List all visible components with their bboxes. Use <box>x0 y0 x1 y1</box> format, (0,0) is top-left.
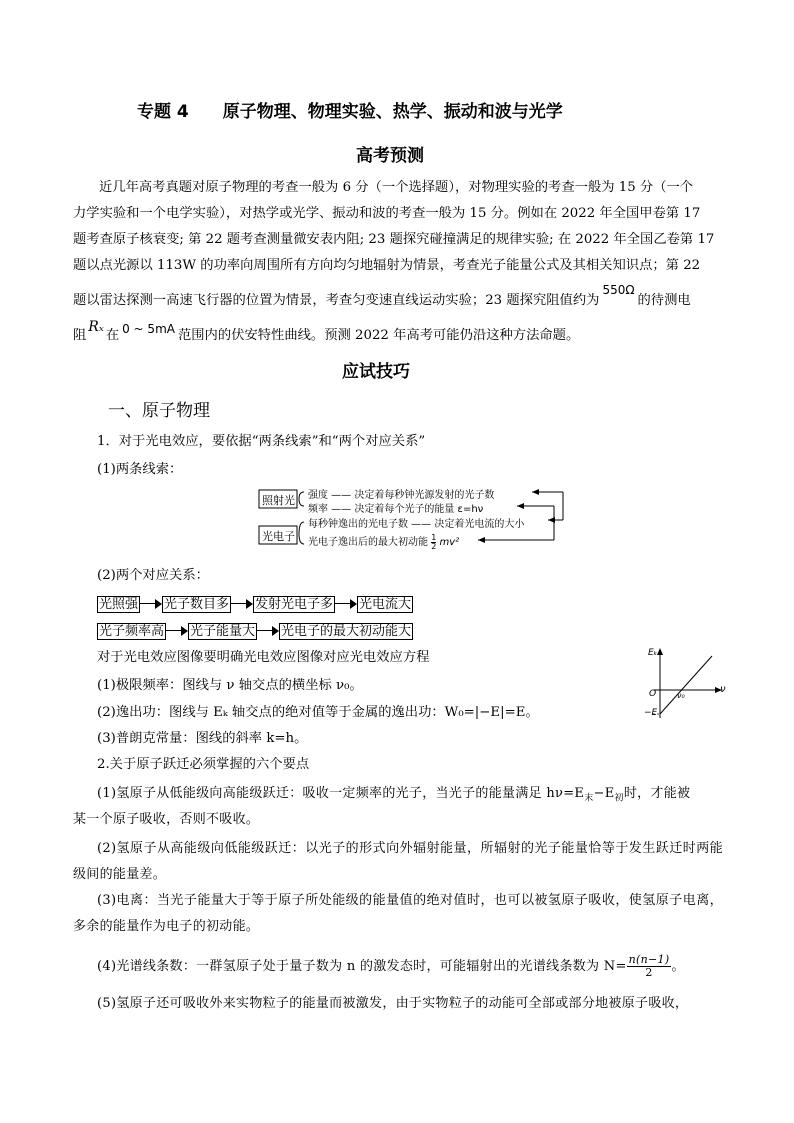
half-den: 2 <box>431 541 437 551</box>
intro-line-6 <box>73 319 580 346</box>
point-2: (2)氢原子从高能级向低能级跃迁：以光子的形式向外辐射能量，所辐射的光子能量恰等于发生跃迁时两能级间的能量差。 <box>73 841 723 882</box>
axis-ek-label: Eₖ <box>648 648 658 658</box>
clue-intensity: 强度 —— 决定着每秒钟光源发射的光子数 <box>308 490 495 501</box>
point-5: (5)氢原子还可吸收外来实物粒子的能量而被激发，由于实物粒子的动能可全部或部分地被原子吸收， <box>97 996 689 1011</box>
point-3: (3)电离：当光子能量大于等于原子所处能级的能量值的绝对值时，也可以被氢原子吸收，使氢原子电离，多余的能量作为电子的初动能。 <box>73 893 723 934</box>
section-heading-skills: 应试技巧 <box>342 362 410 382</box>
n-fraction-num: n(n−1) <box>628 953 670 966</box>
intro-line-6-e: 范围内的伏安特性曲线。预测 2022 年高考可能仍沿这种方法命题。 <box>177 328 580 343</box>
chain2-0: 光子频率高 <box>99 624 165 639</box>
clue-max-ke <box>308 533 459 551</box>
point-4-end: 。 <box>671 959 685 974</box>
item-1: 1．对于光电效应，要依据“两条线索”和“两个对应关系” <box>97 434 426 449</box>
arrow-icon <box>231 599 253 609</box>
intro-line-1: 近几年高考真题对原子物理的考查一般为 6 分（一个选择题），对物理实验的考查一般为 15 分（一个 <box>99 180 694 195</box>
sub-final: 末 <box>584 793 594 804</box>
axis-nu-label: ν <box>720 684 726 695</box>
point-1-minus: −E <box>593 786 615 801</box>
half-num: 1 <box>431 532 437 542</box>
intro-line-6-c: 在 <box>105 328 120 343</box>
point-1-line-2: 某一个原子吸收，否则不吸收。 <box>73 812 260 827</box>
graph-intro: 对于光电效应图像要明确光电效应图像对应光电效应方程 <box>97 650 430 665</box>
resistor-symbol: Rₓ <box>88 319 104 335</box>
intro-line-3: 题考查原子核衰变; 第 22 题考查测量微安表内阻; 23 题探究碰撞满足的规律实验; 在 2022 年全国乙卷第 17 <box>73 232 715 247</box>
box-photoelectron: 光电子 <box>262 530 295 543</box>
point-1-line-1 <box>97 782 690 804</box>
clue-max-ke-text: 光电子逸出后的最大初动能 <box>308 537 428 548</box>
chain2-2: 光电子的最大初动能大 <box>281 624 412 639</box>
intro-line-4: 题以点光源以 113W 的功率向周围所有方向均匀地辐射为情景，考查光子能量公式及其相关知识点；第 22 <box>73 258 701 273</box>
point-4-text: (4)光谱线条数：一群氢原子处于量子数为 n 的激发态时，可能辐射出的光谱线条数为 N= <box>97 959 627 974</box>
arrow-icon <box>166 626 188 636</box>
point-1-end: 时，才能被 <box>623 786 691 801</box>
clue-electron-count: 每秒钟逸出的光电子数 —— 决定着光电流的大小 <box>308 519 525 530</box>
intro-line-5 <box>73 283 691 311</box>
chain1-1: 光子数目多 <box>164 597 230 612</box>
sub-initial: 初 <box>614 793 624 804</box>
clue-frequency: 频率 —— 决定着每个光子的能量 ε=hν <box>308 504 484 515</box>
n-fraction-den: 2 <box>645 966 653 979</box>
neg-e-label: −E <box>644 708 658 718</box>
point-1-text: (1)氢原子从低能级向高能级跃迁：吸收一定频率的光子，当光子的能量满足 hν=E <box>97 786 585 801</box>
graph-point-2: (2)逸出功：图线与 Eₖ 轴交点的绝对值等于金属的逸出功：W₀=|−E|=E。 <box>97 705 539 720</box>
nu0-label: ν₀ <box>677 691 685 700</box>
graph-point-1: (1)极限频率：图线与 ν 轴交点的横坐标 ν₀。 <box>97 678 363 693</box>
arrow-icon <box>140 599 162 609</box>
point-4 <box>97 954 685 979</box>
intro-line-6-a: 阻 <box>73 328 87 343</box>
item-2: 2.关于原子跃迁必须掌握的六个要点 <box>97 757 310 772</box>
page-title: 专题 4 原子物理、物理实验、热学、振动和波与光学 <box>137 102 563 122</box>
intro-line-2: 力学实验和一个电学实验），对热学或光学、振动和波的考查一般为 15 分。例如在 2022 年全国甲卷第 17 <box>73 206 701 221</box>
n-fraction <box>627 954 672 979</box>
chain1-0: 光照强 <box>99 597 139 612</box>
chain1-2: 发射光电子多 <box>255 597 334 612</box>
origin-label: O <box>649 689 657 699</box>
mv-squared: mv² <box>439 537 460 548</box>
current-range: 0 ~ 5mA <box>122 322 175 336</box>
chain2-1: 光子能量大 <box>190 624 256 639</box>
box-incident-light: 照射光 <box>262 494 295 507</box>
graph-point-3: (3)普朗克常量：图线的斜率 k=h。 <box>97 731 308 746</box>
section-heading-forecast: 高考预测 <box>356 146 424 166</box>
arrow-icon <box>335 599 357 609</box>
resistance-value: 550Ω <box>602 283 635 297</box>
intro-line-5-end: 的待测电 <box>637 293 691 308</box>
arrow-icon <box>257 626 279 636</box>
intro-line-5-text: 题以雷达探测一高速飞行器的位置为情景，考查匀变速直线运动实验；23 题探究阻值约为 <box>73 293 600 308</box>
half-fraction <box>431 534 436 551</box>
ek-nu-graph <box>644 646 730 722</box>
chain-1 <box>97 593 413 613</box>
clues-diagram <box>256 484 572 554</box>
chain1-3: 光电流大 <box>359 597 412 612</box>
item-1b: (2)两个对应关系： <box>97 568 209 583</box>
item-1a: (1)两条线索： <box>97 462 183 477</box>
chain-2 <box>97 620 413 640</box>
part-heading-atomic: 一、原子物理 <box>108 401 210 421</box>
